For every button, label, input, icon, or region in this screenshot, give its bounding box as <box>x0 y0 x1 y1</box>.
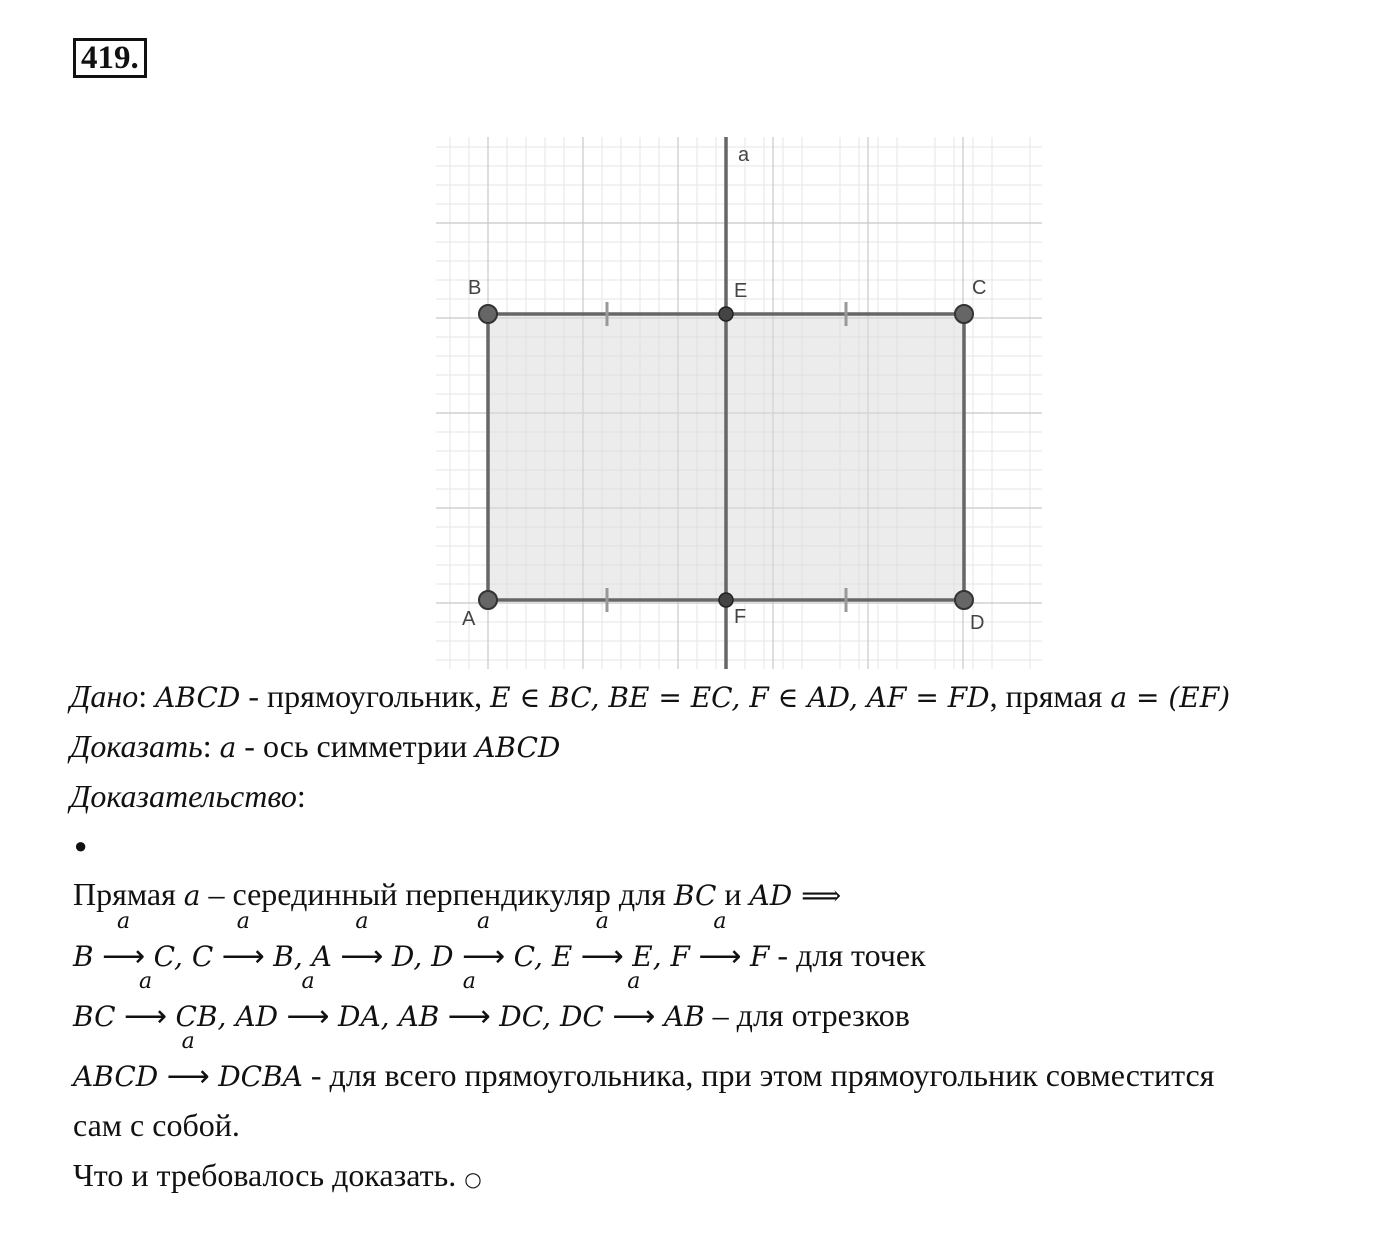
point-c <box>955 305 973 323</box>
point-a <box>479 591 497 609</box>
map-source: BC <box>73 1000 116 1033</box>
map-source: DC <box>559 1000 604 1033</box>
map-source: A <box>311 940 332 973</box>
map-target: B, <box>273 940 312 973</box>
map-arrow: a ⟶ <box>447 969 491 1034</box>
label-f: F <box>734 606 747 628</box>
label-a-line: a <box>738 144 750 166</box>
map-arrow: a ⟶ <box>221 909 265 974</box>
map-arrow: a ⟶ <box>580 909 624 974</box>
label-b: B <box>468 277 482 299</box>
label-d: D <box>970 612 985 634</box>
map-target: C, <box>153 940 192 973</box>
label-c: C <box>972 277 987 299</box>
map-source: B <box>73 940 94 973</box>
map-arrow: a ⟶ <box>166 1029 210 1094</box>
rectangle-mapping: ABCD a ⟶ DCBA - для всего прямоугольника, при этом прямоугольник совместится <box>73 1055 1214 1097</box>
step-perpendicular: Прямая a – серединный перпендикуляр для BC и AD ⟹ <box>73 876 842 912</box>
map-source: E <box>551 940 573 973</box>
given-line: Дано: ABCD - прямоугольник, E ∈ BC, BE = EC, F ∈ AD, AF = FD, прямая a = (EF) <box>70 678 1231 714</box>
map-target: DA, <box>338 1000 399 1033</box>
map-target: DC, <box>499 1000 560 1033</box>
point-f <box>719 593 733 607</box>
map-source: D <box>431 940 454 973</box>
map-arrow: a ⟶ <box>124 969 168 1034</box>
label-e: E <box>734 280 748 302</box>
map-target: C, <box>513 940 552 973</box>
mapping-suffix: – для отрезков <box>704 997 910 1033</box>
map-arrow: a ⟶ <box>286 969 330 1034</box>
map-source: F <box>670 940 690 973</box>
point-e <box>719 307 733 321</box>
map-target: F <box>749 940 770 973</box>
map-target: CB, <box>175 1000 236 1033</box>
conclusion: Что и требовалось доказать. ○ <box>73 1157 482 1193</box>
map-arrow: a ⟶ <box>462 909 506 974</box>
end-mark: ○ <box>464 1167 482 1191</box>
point-d <box>955 591 973 609</box>
map-arrow: a ⟶ <box>698 909 742 974</box>
proof-heading: Доказательство: <box>70 778 306 814</box>
map-target: E, <box>632 940 671 973</box>
map-arrow: a ⟶ <box>102 909 146 974</box>
map-source: AB <box>398 1000 440 1033</box>
bullet: ● <box>74 833 88 858</box>
rectangle-mapping-cont: сам с собой. <box>73 1107 240 1143</box>
mapping-suffix: - для точек <box>769 937 926 973</box>
label-a: A <box>462 608 476 630</box>
prove-line: Доказать: a - ось симметрии ABCD <box>70 728 561 764</box>
map-source: AD <box>235 1000 279 1033</box>
map-arrow: a ⟶ <box>612 969 656 1034</box>
point-b <box>479 305 497 323</box>
map-source: C <box>191 940 214 973</box>
map-arrow: a ⟶ <box>340 909 384 974</box>
map-target: AB <box>663 1000 705 1033</box>
geometry-figure <box>436 137 1042 669</box>
map-target: D, <box>391 940 432 973</box>
points-mapping <box>73 909 926 977</box>
problem-number: 419. <box>73 38 147 78</box>
